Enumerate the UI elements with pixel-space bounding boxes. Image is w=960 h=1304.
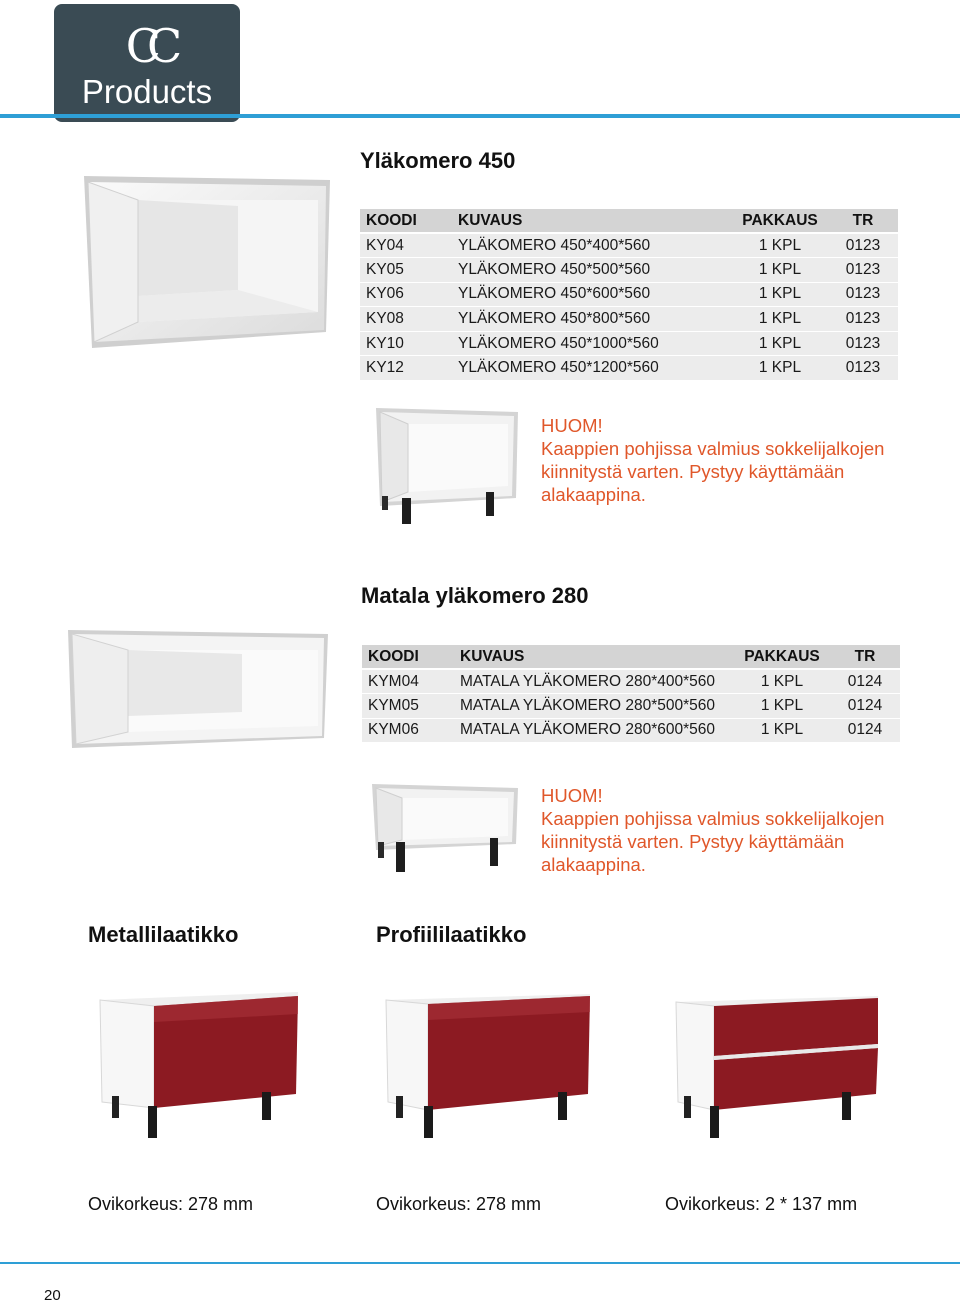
cell-koodi: KYM05 (362, 694, 454, 719)
cell-koodi: KY04 (360, 233, 452, 258)
col-header-pakkaus: PAKKAUS (732, 209, 828, 233)
table-header-row (362, 645, 900, 669)
profile-drawer-cabinet-image (380, 992, 596, 1140)
table-row (360, 356, 898, 381)
note-huom-1 (541, 414, 884, 506)
note-line: alakaappina. (541, 854, 646, 875)
section-title-ylakomero-450: Yläkomero 450 (360, 148, 516, 173)
cell-koodi: KYM04 (362, 669, 454, 694)
cell-kuvaus: MATALA YLÄKOMERO 280*400*560 (454, 669, 734, 694)
cell-tr: 0124 (830, 694, 900, 719)
cell-pakkaus: 1 KPL (734, 694, 830, 719)
wall-cabinet-450-image (78, 172, 338, 352)
title-metallilaatikko: Metallilaatikko (88, 922, 239, 947)
note-huom-2 (541, 784, 884, 876)
col-header-kuvaus: KUVAUS (454, 645, 734, 669)
cell-kuvaus: MATALA YLÄKOMERO 280*500*560 (454, 694, 734, 719)
low-wall-cabinet-280-image (62, 626, 334, 750)
cell-tr: 0123 (828, 331, 898, 356)
cell-tr: 0124 (830, 669, 900, 694)
cell-tr: 0123 (828, 307, 898, 332)
table-row (362, 669, 900, 694)
cell-kuvaus: YLÄKOMERO 450*800*560 (452, 307, 732, 332)
col-header-koodi: KOODI (360, 209, 452, 233)
cc-products-logo (54, 4, 240, 122)
col-header-kuvaus: KUVAUS (452, 209, 732, 233)
cell-tr: 0124 (830, 718, 900, 743)
col-header-koodi: KOODI (362, 645, 454, 669)
cell-kuvaus: YLÄKOMERO 450*1200*560 (452, 356, 732, 381)
table-row (360, 258, 898, 283)
cell-tr: 0123 (828, 233, 898, 258)
note-title: HUOM! (541, 415, 603, 436)
table-matala-ylakomero-280 (362, 645, 900, 743)
note-line: kiinnitystä varten. Pystyy käyttämään (541, 831, 845, 852)
cell-kuvaus: YLÄKOMERO 450*400*560 (452, 233, 732, 258)
caption-profiililaatikko: Ovikorkeus: 278 mm (376, 1194, 542, 1214)
note-title: HUOM! (541, 785, 603, 806)
cell-pakkaus: 1 KPL (734, 669, 830, 694)
table-row (360, 282, 898, 307)
section-title-matala-ylakomero-280: Matala yläkomero 280 (361, 583, 589, 608)
logo-mark: CC (125, 19, 169, 73)
table-row (362, 694, 900, 719)
cell-tr: 0123 (828, 356, 898, 381)
cell-tr: 0123 (828, 258, 898, 283)
col-header-tr: TR (828, 209, 898, 233)
double-drawer-cabinet-image (670, 994, 884, 1142)
footer-rule (0, 1262, 960, 1264)
cell-pakkaus: 1 KPL (732, 233, 828, 258)
cell-koodi: KY10 (360, 331, 452, 356)
note-line: Kaappien pohjissa valmius sokkelijalkojen (541, 808, 885, 829)
cell-kuvaus: YLÄKOMERO 450*1000*560 (452, 331, 732, 356)
cell-pakkaus: 1 KPL (734, 718, 830, 743)
note-line: alakaappina. (541, 484, 646, 505)
cell-koodi: KYM06 (362, 718, 454, 743)
caption-metallilaatikko: Ovikorkeus: 278 mm (88, 1194, 254, 1214)
cell-pakkaus: 1 KPL (732, 356, 828, 381)
cell-kuvaus: YLÄKOMERO 450*500*560 (452, 258, 732, 283)
cell-pakkaus: 1 KPL (732, 282, 828, 307)
base-cabinet-on-legs-image (368, 402, 528, 528)
cell-pakkaus: 1 KPL (732, 331, 828, 356)
title-profiililaatikko: Profiililaatikko (376, 922, 527, 947)
cell-koodi: KY12 (360, 356, 452, 381)
note-line: Kaappien pohjissa valmius sokkelijalkojen (541, 438, 885, 459)
cell-tr: 0123 (828, 282, 898, 307)
col-header-tr: TR (830, 645, 900, 669)
cell-koodi: KY06 (360, 282, 452, 307)
metal-drawer-cabinet-image (92, 990, 308, 1140)
low-base-cabinet-on-legs-image (366, 778, 526, 878)
logo-wordmark: Products (81, 73, 213, 110)
caption-double-drawer: Ovikorkeus: 2 * 137 mm (665, 1194, 858, 1214)
table-row (360, 233, 898, 258)
table-header-row (360, 209, 898, 233)
table-ylakomero-450 (360, 209, 898, 381)
note-line: kiinnitystä varten. Pystyy käyttämään (541, 461, 845, 482)
table-row (360, 331, 898, 356)
table-row (362, 718, 900, 743)
page-number: 20 (44, 1287, 61, 1304)
cell-koodi: KY05 (360, 258, 452, 283)
cell-pakkaus: 1 KPL (732, 307, 828, 332)
header-rule (0, 114, 960, 118)
cell-koodi: KY08 (360, 307, 452, 332)
col-header-pakkaus: PAKKAUS (734, 645, 830, 669)
cell-kuvaus: MATALA YLÄKOMERO 280*600*560 (454, 718, 734, 743)
cell-kuvaus: YLÄKOMERO 450*600*560 (452, 282, 732, 307)
cell-pakkaus: 1 KPL (732, 258, 828, 283)
table-row (360, 307, 898, 332)
